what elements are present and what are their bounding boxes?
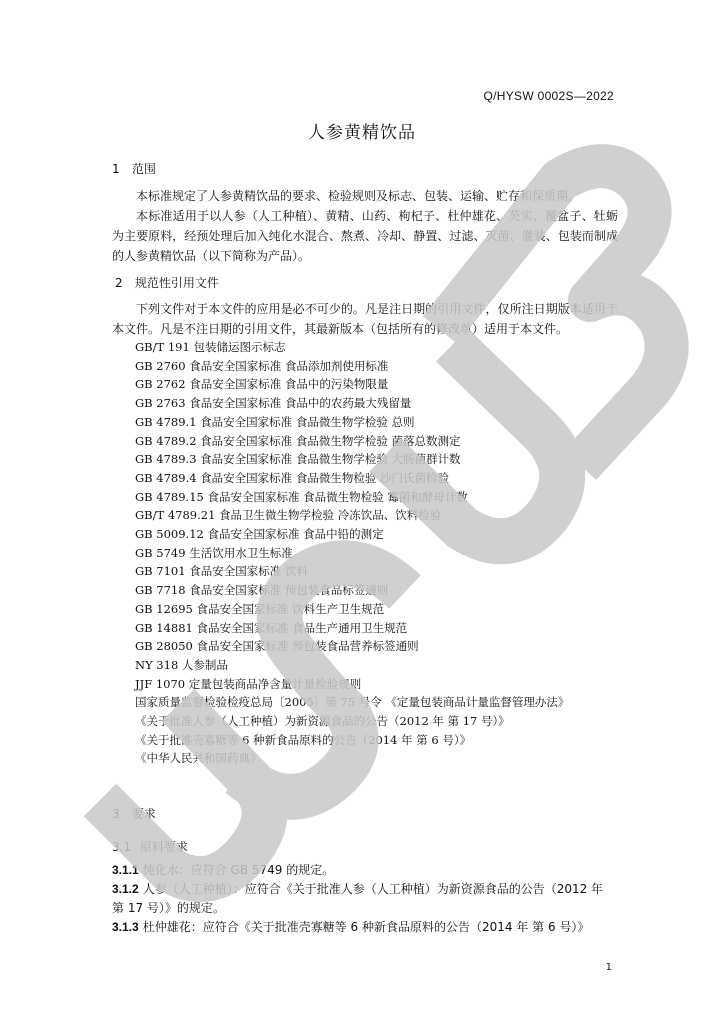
standard-code: Q/HYSW 0002S—2022: [483, 89, 614, 103]
reference-list: [135, 338, 569, 768]
section-number: 3: [112, 807, 120, 821]
reference-item: GB 7101 食品安全国家标准 饮料: [135, 564, 308, 579]
clause-3-1-2: [112, 880, 618, 918]
reference-item: 国家质量监督检验检疫总局〔2005〕第 75 号令 《定量包装商品计量监督管理办法》: [135, 695, 570, 710]
reference-item: GB 5009.12 食品安全国家标准 食品中铅的测定: [135, 527, 384, 542]
reference-item: 《关于批准壳寡糖等 6 种新食品原料的公告（2014 年 第 6 号）》: [135, 732, 472, 747]
reference-item: GB 4789.1 食品安全国家标准 食品微生物学检验 总则: [135, 414, 415, 429]
reference-item: GB 28050 食品安全国家标准 预包装食品营养标签通则: [135, 639, 419, 654]
section-title: 范围: [131, 162, 156, 176]
reference-item: GB/T 191 包装储运图示标志: [135, 340, 286, 354]
reference-item: 《关于批准人参（人工种植）为新资源食品的公告（2012 年 第 17 号）》: [135, 714, 510, 729]
section-number: 2: [115, 276, 123, 290]
scope-paragraph-2: 本标准适用于以人参（人工种植）、黄精、山药、枸杞子、杜仲雄花、芡实、覆盆子、牡蛎为主要原料，经预处理后加入纯化水混合、熬煮、冷却、静置、过滤、灭菌、灌装、包装而制成的人参黄精饮品（以下简称为产品）。: [112, 209, 618, 263]
reference-item: GB 7718 食品安全国家标准 预包装食品标签通则: [135, 583, 389, 598]
page-number: 1: [605, 962, 612, 973]
subsection-3-1-heading: [112, 838, 188, 855]
reference-item: GB 2763 食品安全国家标准 食品中的农药最大残留量: [135, 396, 412, 411]
scope-paragraph-1: 本标准规定了人参黄精饮品的要求、检验规则及标志、包装、运输、贮存和保质期。: [136, 189, 581, 203]
clause-number: 3.1.1: [112, 863, 139, 877]
section-title: 要求: [131, 807, 156, 821]
reference-item: JJF 1070 定量包装商品净含量计量检验规则: [135, 676, 362, 691]
reference-item: GB 4789.15 食品安全国家标准 食品微生物检验 霉菌和酵母计数: [135, 489, 468, 504]
reference-item: GB 2762 食品安全国家标准 食品中的污染物限量: [135, 377, 389, 392]
reference-item: GB 2760 食品安全国家标准 食品添加剂使用标准: [135, 358, 389, 373]
clause-text: 纯化水：应符合 GB 5749 的规定。: [142, 863, 335, 877]
subsection-number: 3.1: [112, 840, 132, 854]
section-1-heading: [112, 160, 156, 177]
clause-3-1-1: [112, 861, 618, 880]
normative-references-intro: 下列文件对于本文件的应用是必不可少的。凡是注日期的引用文件，仅所注日期版本适用于本文件。凡是不注日期的引用文件，其最新版本（包括所有的修改单）适用于本文件。: [112, 302, 618, 336]
reference-item: GB 14881 食品安全国家标准 食品生产通用卫生规范: [135, 620, 408, 635]
section-2-heading: [112, 274, 219, 291]
reference-item: GB 4789.4 食品安全国家标准 食品微生物检验 沙门氏菌检验: [135, 470, 449, 485]
clause-number: 3.1.2: [112, 882, 139, 896]
reference-item: GB 4789.3 食品安全国家标准 食品微生物学检验 大肠菌群计数: [135, 452, 461, 467]
section-3-heading: [112, 805, 156, 822]
reference-item: GB/T 4789.21 食品卫生微生物学检验 冷冻饮品、饮料检验: [135, 508, 442, 523]
clause-text: 人参（人工种植）：应符合《关于批准人参（人工种植）为新资源食品的公告（2012 年 第 17 号）》的规定。: [112, 882, 604, 915]
reference-item: GB 4789.2 食品安全国家标准 食品微生物学检验 菌落总数测定: [135, 433, 461, 448]
document-title: 人参黄精饮品: [308, 123, 416, 143]
reference-item: NY 318 人参制品: [135, 657, 228, 672]
clause-number: 3.1.3: [112, 920, 139, 934]
clause-text: 杜仲雄花：应符合《关于批准壳寡糖等 6 种新食品原料的公告（2014 年 第 6 号）》: [142, 920, 590, 934]
section-title: 规范性引用文件: [134, 276, 219, 290]
clause-3-1-3: [112, 918, 618, 937]
subsection-title: 原料要求: [139, 840, 188, 854]
reference-item: 《中华人民共和国药典》: [135, 751, 262, 766]
reference-item: GB 5749 生活饮用水卫生标准: [135, 545, 293, 560]
reference-item: GB 12695 食品安全国家标准 饮料生产卫生规范: [135, 601, 385, 616]
section-number: 1: [112, 162, 120, 176]
